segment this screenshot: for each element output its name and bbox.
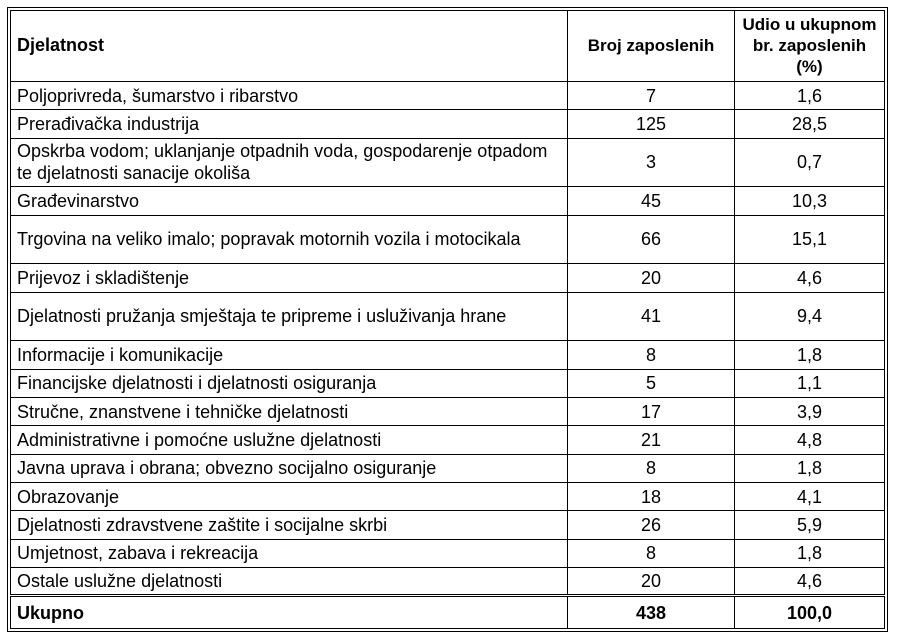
row-employees: 20: [568, 568, 735, 596]
row-share: 4,1: [735, 483, 885, 511]
row-employees: 18: [568, 483, 735, 511]
total-share: 100,0: [735, 596, 885, 629]
row-employees: 8: [568, 539, 735, 567]
row-employees: 20: [568, 264, 735, 292]
row-activity: Prijevoz i skladištenje: [11, 264, 568, 292]
row-employees: 8: [568, 454, 735, 482]
table-row: [11, 397, 885, 425]
row-activity: Informacije i komunikacije: [11, 341, 568, 369]
row-share: 0,7: [735, 138, 885, 187]
row-share: 1,8: [735, 341, 885, 369]
row-share: 28,5: [735, 110, 885, 138]
row-employees: 41: [568, 292, 735, 341]
row-share: 3,9: [735, 397, 885, 425]
table-row: [11, 81, 885, 109]
row-activity: Ostale uslužne djelatnosti: [11, 568, 568, 596]
row-share: 1,6: [735, 81, 885, 109]
table-row: [11, 292, 885, 341]
row-employees: 3: [568, 138, 735, 187]
table-row: [11, 341, 885, 369]
row-employees: 125: [568, 110, 735, 138]
row-activity: Opskrba vodom; uklanjanje otpadnih voda, gospodarenje otpadom te djelatnosti sanacije okoliša: [11, 138, 568, 187]
header-employees: Broj zaposlenih: [568, 11, 735, 82]
row-activity: Javna uprava i obrana; obvezno socijalno osiguranje: [11, 454, 568, 482]
row-activity: Poljoprivreda, šumarstvo i ribarstvo: [11, 81, 568, 109]
table-row: [11, 215, 885, 264]
row-share: 4,6: [735, 264, 885, 292]
row-share: 10,3: [735, 187, 885, 215]
row-employees: 21: [568, 426, 735, 454]
employment-table-frame: [7, 7, 888, 632]
table-row: [11, 138, 885, 187]
row-share: 1,1: [735, 369, 885, 397]
table-row: [11, 454, 885, 482]
table-header-row: [11, 11, 885, 82]
table-row: [11, 110, 885, 138]
table-row: [11, 511, 885, 539]
row-share: 5,9: [735, 511, 885, 539]
header-activity: Djelatnost: [11, 11, 568, 82]
table-total-row: [11, 596, 885, 629]
row-activity: Stručne, znanstvene i tehničke djelatnosti: [11, 397, 568, 425]
row-share: 4,8: [735, 426, 885, 454]
row-activity: Financijske djelatnosti i djelatnosti osiguranja: [11, 369, 568, 397]
row-employees: 5: [568, 369, 735, 397]
table-row: [11, 483, 885, 511]
row-activity: Građevinarstvo: [11, 187, 568, 215]
row-activity: Djelatnosti zdravstvene zaštite i socijalne skrbi: [11, 511, 568, 539]
table-row: [11, 264, 885, 292]
row-employees: 17: [568, 397, 735, 425]
row-employees: 26: [568, 511, 735, 539]
row-activity: Administrativne i pomoćne uslužne djelatnosti: [11, 426, 568, 454]
row-share: 4,6: [735, 568, 885, 596]
row-share: 1,8: [735, 539, 885, 567]
table-row: [11, 187, 885, 215]
table-row: [11, 568, 885, 596]
header-share: Udio u ukupnom br. zaposlenih (%): [735, 11, 885, 82]
table-row: [11, 426, 885, 454]
row-share: 9,4: [735, 292, 885, 341]
row-employees: 45: [568, 187, 735, 215]
table-row: [11, 369, 885, 397]
row-employees: 7: [568, 81, 735, 109]
row-employees: 8: [568, 341, 735, 369]
row-activity: Umjetnost, zabava i rekreacija: [11, 539, 568, 567]
row-activity: Djelatnosti pružanja smještaja te pripreme i usluživanja hrane: [11, 292, 568, 341]
row-activity: Prerađivačka industrija: [11, 110, 568, 138]
total-employees: 438: [568, 596, 735, 629]
employment-by-activity-table: [10, 10, 885, 629]
row-employees: 66: [568, 215, 735, 264]
row-activity: Trgovina na veliko imalo; popravak motornih vozila i motocikala: [11, 215, 568, 264]
row-share: 1,8: [735, 454, 885, 482]
total-label: Ukupno: [11, 596, 568, 629]
row-share: 15,1: [735, 215, 885, 264]
table-row: [11, 539, 885, 567]
row-activity: Obrazovanje: [11, 483, 568, 511]
